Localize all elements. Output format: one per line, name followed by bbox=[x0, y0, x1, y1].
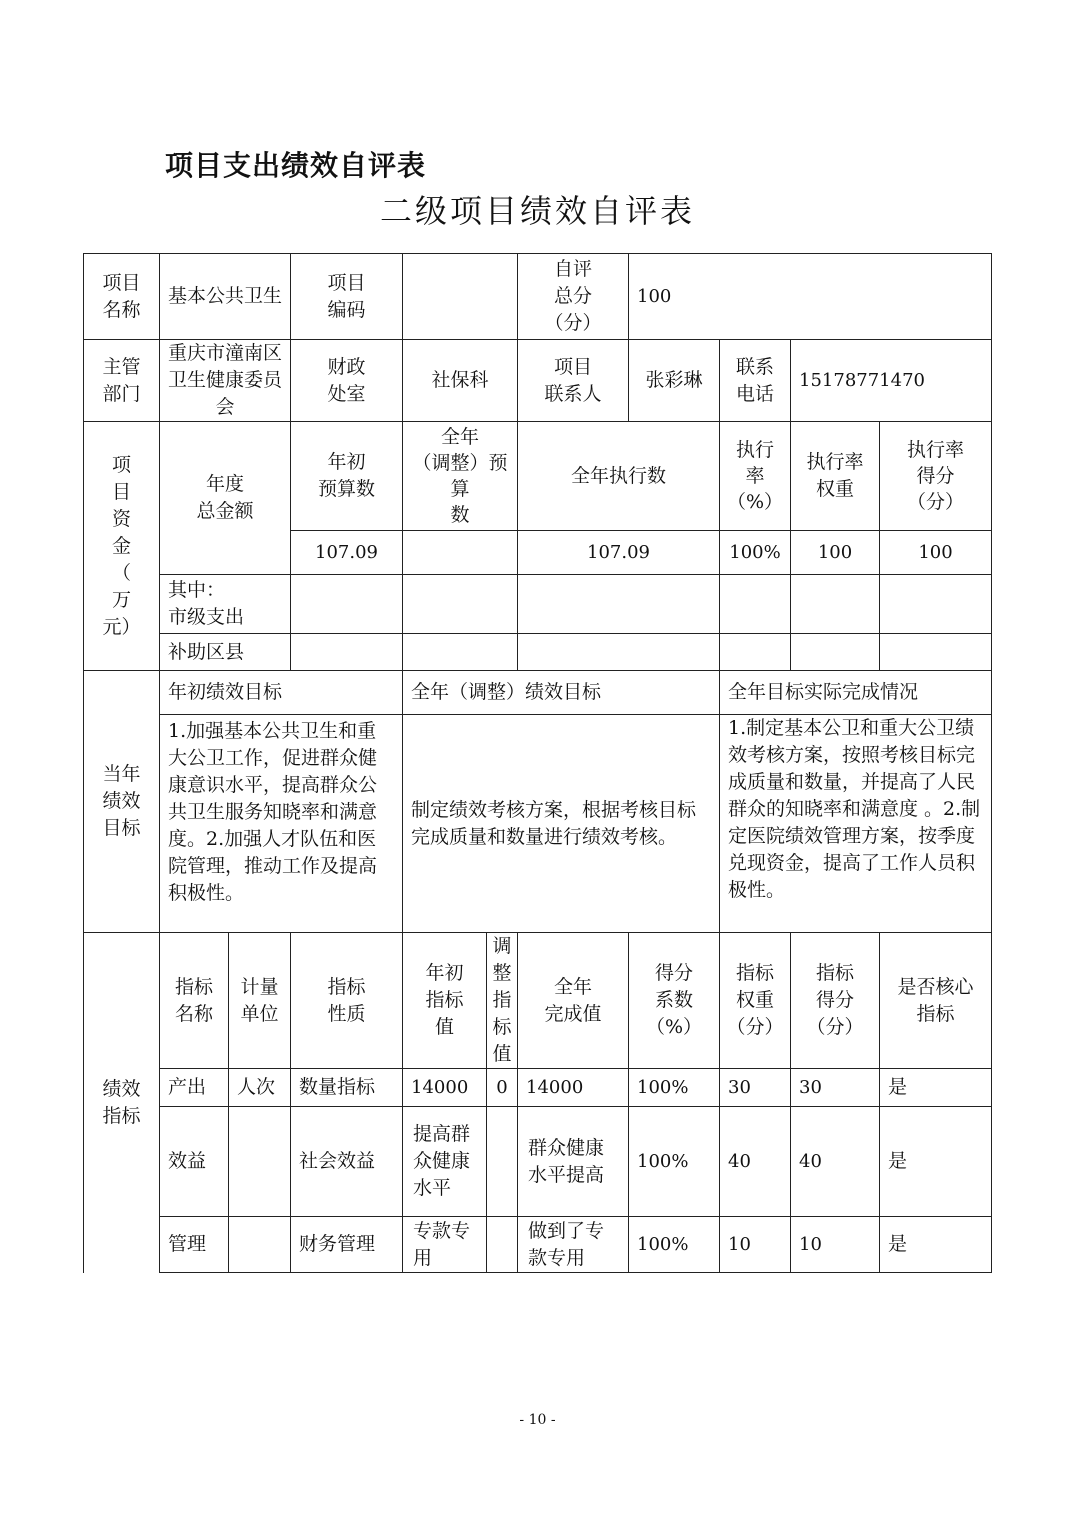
initial-goals-header: 年初绩效目标 bbox=[160, 671, 403, 715]
indicator-coef: 100% bbox=[629, 1217, 720, 1273]
city-expenditure-label: 其中： 市级支出 bbox=[160, 575, 291, 634]
indicator-core: 是 bbox=[880, 1217, 992, 1273]
indicator-initial: 14000 bbox=[403, 1069, 487, 1107]
adjusted-goals-text: 制定绩效考核方案，根据考核目标完成质量和数量进行绩效考核。 bbox=[403, 715, 720, 933]
indicator-unit bbox=[229, 1107, 291, 1217]
indicator-adjust-header: 调 整 指 标 值 bbox=[487, 933, 518, 1069]
exec-score-value: 100 bbox=[880, 531, 992, 575]
indicator-nature-header: 指标 性质 bbox=[291, 933, 403, 1069]
indicator-name-header: 指标 名称 bbox=[160, 933, 229, 1069]
indicator-weight: 10 bbox=[720, 1217, 791, 1273]
funds-section-label: 项 目 资 金 （ 万 元） bbox=[84, 422, 160, 671]
indicator-unit-header: 计量 单位 bbox=[229, 933, 291, 1069]
adjusted-budget-value bbox=[403, 531, 518, 575]
county-weight-cell bbox=[791, 634, 880, 671]
indicator-nature: 财务管理 bbox=[291, 1217, 403, 1273]
indicator-name: 效益 bbox=[160, 1107, 229, 1217]
indicator-row bbox=[84, 1107, 992, 1217]
indicator-name: 产出 bbox=[160, 1069, 229, 1107]
phone-label: 联系 电话 bbox=[720, 340, 791, 422]
indicator-coef: 100% bbox=[629, 1069, 720, 1107]
indicator-core-header: 是否核心 指标 bbox=[880, 933, 992, 1069]
total-score-value: 100 bbox=[629, 254, 992, 340]
adjusted-budget-label: 全年 （调整）预算 数 bbox=[403, 422, 518, 531]
county-rate-cell bbox=[720, 634, 791, 671]
indicator-score: 30 bbox=[791, 1069, 880, 1107]
actual-completion-text: 1.制定基本公卫和重大公卫绩效考核方案，按照考核目标完成质量和数量，并提高了人民群众的知晓率和满意度 。2.制定医院绩效管理方案，按季度兑现资金，提高了工作人员积极性。 bbox=[720, 715, 992, 933]
exec-rate-label: 执行 率 （%） bbox=[720, 422, 791, 531]
indicator-nature: 社会效益 bbox=[291, 1107, 403, 1217]
indicator-final: 14000 bbox=[518, 1069, 629, 1107]
city-score-cell bbox=[880, 575, 992, 634]
indicator-coef-header: 得分 系数 （%） bbox=[629, 933, 720, 1069]
indicator-adjust bbox=[487, 1107, 518, 1217]
indicator-unit: 人次 bbox=[229, 1069, 291, 1107]
exec-weight-label: 执行率 权重 bbox=[791, 422, 880, 531]
exec-weight-value: 100 bbox=[791, 531, 880, 575]
dept-label: 主管 部门 bbox=[84, 340, 160, 422]
project-code-value bbox=[403, 254, 518, 340]
indicator-adjust bbox=[487, 1217, 518, 1273]
phone-value: 15178771470 bbox=[791, 340, 992, 422]
city-adjusted-cell bbox=[403, 575, 518, 634]
indicator-unit bbox=[229, 1217, 291, 1273]
indicator-initial-header: 年初 指标 值 bbox=[403, 933, 487, 1069]
total-score-label: 自评 总分 （分） bbox=[518, 254, 629, 340]
indicator-row bbox=[84, 1217, 992, 1273]
annual-total-label: 年度 总金额 bbox=[160, 422, 291, 575]
indicator-score: 10 bbox=[791, 1217, 880, 1273]
indicator-row bbox=[84, 1069, 992, 1107]
project-name-value: 基本公共卫生 bbox=[160, 254, 291, 340]
city-executed-cell bbox=[518, 575, 720, 634]
indicator-coef: 100% bbox=[629, 1107, 720, 1217]
indicator-core: 是 bbox=[880, 1069, 992, 1107]
executed-label: 全年执行数 bbox=[518, 422, 720, 531]
indicator-adjust: 0 bbox=[487, 1069, 518, 1107]
indicators-section-label: 绩效 指标 bbox=[84, 933, 160, 1273]
finance-office-label: 财政 处室 bbox=[291, 340, 403, 422]
county-executed-cell bbox=[518, 634, 720, 671]
county-initial-cell bbox=[291, 634, 403, 671]
city-weight-cell bbox=[791, 575, 880, 634]
indicator-final-header: 全年 完成值 bbox=[518, 933, 629, 1069]
self-evaluation-table bbox=[83, 253, 992, 1273]
indicator-nature: 数量指标 bbox=[291, 1069, 403, 1107]
indicator-score-header: 指标 得分 （分） bbox=[791, 933, 880, 1069]
page-number: - 10 - bbox=[519, 1412, 556, 1428]
county-adjusted-cell bbox=[403, 634, 518, 671]
indicator-name: 管理 bbox=[160, 1217, 229, 1273]
goals-section-label: 当年 绩效 目标 bbox=[84, 671, 160, 933]
initial-budget-label: 年初 预算数 bbox=[291, 422, 403, 531]
adjusted-goals-header: 全年（调整）绩效目标 bbox=[403, 671, 720, 715]
contact-value: 张彩琳 bbox=[629, 340, 720, 422]
table-title: 二级项目绩效自评表 bbox=[379, 192, 695, 230]
indicator-core: 是 bbox=[880, 1107, 992, 1217]
indicator-weight: 40 bbox=[720, 1107, 791, 1217]
city-initial-cell bbox=[291, 575, 403, 634]
county-score-cell bbox=[880, 634, 992, 671]
exec-score-label: 执行率 得分 （分） bbox=[880, 422, 992, 531]
indicator-final: 做到了专款专用 bbox=[518, 1217, 629, 1273]
initial-goals-text: 1.加强基本公共卫生和重大公卫工作，促进群众健康意识水平，提高群众公共卫生服务知晓率和满意度。2.加强人才队伍和医院管理，推动工作及提高积极性。 bbox=[160, 715, 403, 933]
indicator-weight: 30 bbox=[720, 1069, 791, 1107]
indicator-score: 40 bbox=[791, 1107, 880, 1217]
county-subsidy-label: 补助区县 bbox=[160, 634, 291, 671]
dept-value: 重庆市潼南区卫生健康委员会 bbox=[160, 340, 291, 422]
contact-label: 项目 联系人 bbox=[518, 340, 629, 422]
project-name-label: 项目 名称 bbox=[84, 254, 160, 340]
project-code-label: 项目 编码 bbox=[291, 254, 403, 340]
indicator-weight-header: 指标 权重 （分） bbox=[720, 933, 791, 1069]
city-rate-cell bbox=[720, 575, 791, 634]
finance-office-value: 社保科 bbox=[403, 340, 518, 422]
exec-rate-value: 100% bbox=[720, 531, 791, 575]
executed-value: 107.09 bbox=[518, 531, 720, 575]
indicator-final: 群众健康水平提高 bbox=[518, 1107, 629, 1217]
indicator-initial: 专款专用 bbox=[403, 1217, 487, 1273]
actual-completion-header: 全年目标实际完成情况 bbox=[720, 671, 992, 715]
initial-budget-value: 107.09 bbox=[291, 531, 403, 575]
page-heading: 项目支出绩效自评表 bbox=[165, 149, 427, 182]
indicator-initial: 提高群众健康水平 bbox=[403, 1107, 487, 1217]
